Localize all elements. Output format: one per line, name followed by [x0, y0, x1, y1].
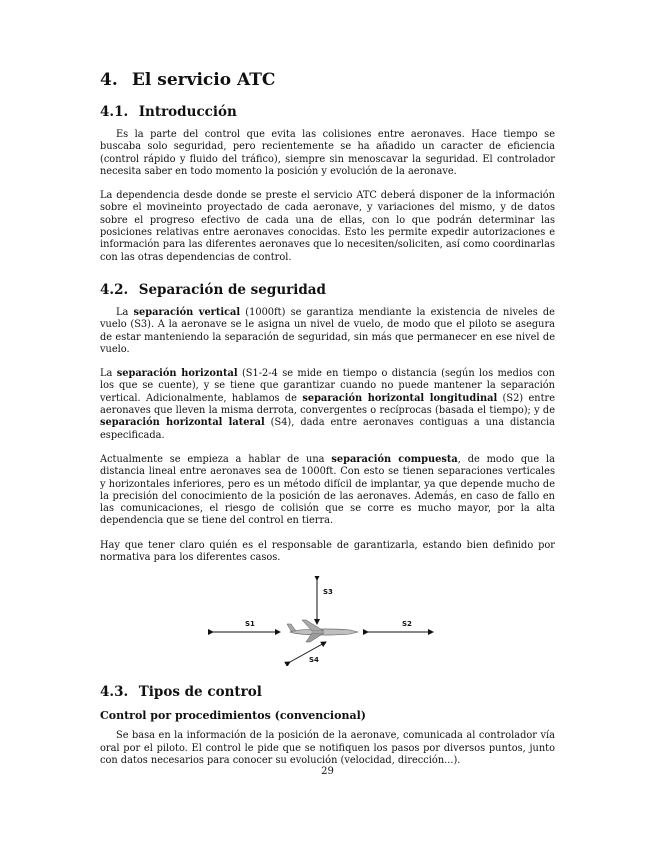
section-heading — [100, 684, 555, 700]
term-longitudinal: separación horizontal longitudinal — [302, 392, 498, 404]
chapter-number: 4. — [100, 70, 118, 90]
term-compuesta: separación compuesta — [331, 453, 458, 465]
label-s2: S2 — [402, 620, 412, 629]
page-number: 29 — [321, 766, 334, 777]
section-title: Separación de seguridad — [138, 281, 326, 298]
section-title: Tipos de control — [138, 684, 262, 701]
term-vertical: separación vertical — [133, 306, 241, 318]
section-number: 4.2. — [100, 281, 129, 298]
paragraph: Hay que tener claro quién es el responsable de garantizarla, estando bien definido por normativa para los diferentes casos. — [100, 539, 555, 564]
section-heading — [100, 282, 555, 298]
label-s1: S1 — [245, 620, 255, 629]
paragraph: La separación horizontal (S1-2-4 se mide en tiempo o distancia (según los medios con los que se cuente), y se tiene que garantizar cuando no puede mantener la separación vertical. Adicionalmente, hablamos de separación horizontal longitudinal (S2) entre aeronaves que lleven la misma derrota, convergentes o recíprocas (basada el tiempo); y de separación horizontal lateral (S4), dada entre aeronaves contiguas a una distancia especificada. — [100, 368, 556, 441]
section-number: 4.1. — [100, 104, 129, 120]
airplane-icon — [287, 620, 358, 642]
label-s4: S4 — [309, 656, 319, 665]
paragraph: Actualmente se empieza a hablar de una separación compuesta, de modo que la distancia lineal entre aeronaves sea de 1000ft. Con esto se tienen separaciones verticales y horizontales inferiores, pero es un método difícil de implantar, ya que depende mucho de la precisión del conocimiento de la posición de las aeronaves. Además, en caso de fallo en las comunicaciones, el riesgo de colisión que se corre es mucho mayor, por la alta dependencia que se tiene del control en tierra. — [100, 453, 556, 527]
chapter-title: El servicio ATC — [131, 70, 276, 90]
term-horizontal: separación horizontal — [116, 368, 238, 380]
section-number: 4.3. — [100, 684, 129, 701]
paragraph: La dependencia desde donde se preste el servicio ATC deberá disponer de la información sobre el movineinto proyectado de cada aeronave, y variaciones del mismo, y de datos sobre el progreso efectivo de cada una de ellas, con lo que podrán determinar las posiciones relativas entre aeronaves conocidas. Esto les permite expedir autorizaciones e información para las diferentes aeronaves que lo necesiten/soliciten, así como coordinarlas con las otras dependencias de control. — [100, 190, 555, 263]
section-heading — [100, 104, 555, 120]
separation-figure — [100, 576, 555, 666]
term-lateral: separación horizontal lateral — [100, 417, 265, 429]
paragraph: Es la parte del control que evita las colisiones entre aeronaves. Hace tiempo se buscaba solo seguridad, pero recientemente se ha añadido un caracter de eficiencia (control rápido y fluido del tráfico), siempre sin menoscavar la seguridad. El controlador necesita saber en todo momento la posición y evolución de la aeronave. — [100, 129, 555, 177]
section-introduccion — [100, 104, 555, 264]
label-s3: S3 — [323, 588, 333, 597]
chapter-heading — [100, 70, 555, 90]
section-title: Introducción — [138, 104, 237, 120]
section-tipos — [100, 684, 555, 767]
paragraph: Se basa en la información de la posición de la aeronave, comunicada al controlador vía oral por el piloto. El control le pide que se notifiquen los pasos por diversos puntos, junto con datos necesarios para conocer su evolución (velocidad, dirección...). — [100, 730, 555, 766]
section-separacion — [100, 282, 555, 666]
page-body — [100, 60, 555, 779]
subsection-title: Control por procedimientos (convencional) — [100, 709, 366, 723]
s4-arrow — [290, 642, 326, 665]
paragraph: La separación vertical (1000ft) se garantiza mendiante la existencia de niveles de vuelo (S3). A la aeronave se le asigna un nivel de vuelo, de modo que el piloto se asegura de estar manteniendo la separación de seguridad, sin más que permanecer en ese nivel de vuelo. — [100, 306, 555, 355]
